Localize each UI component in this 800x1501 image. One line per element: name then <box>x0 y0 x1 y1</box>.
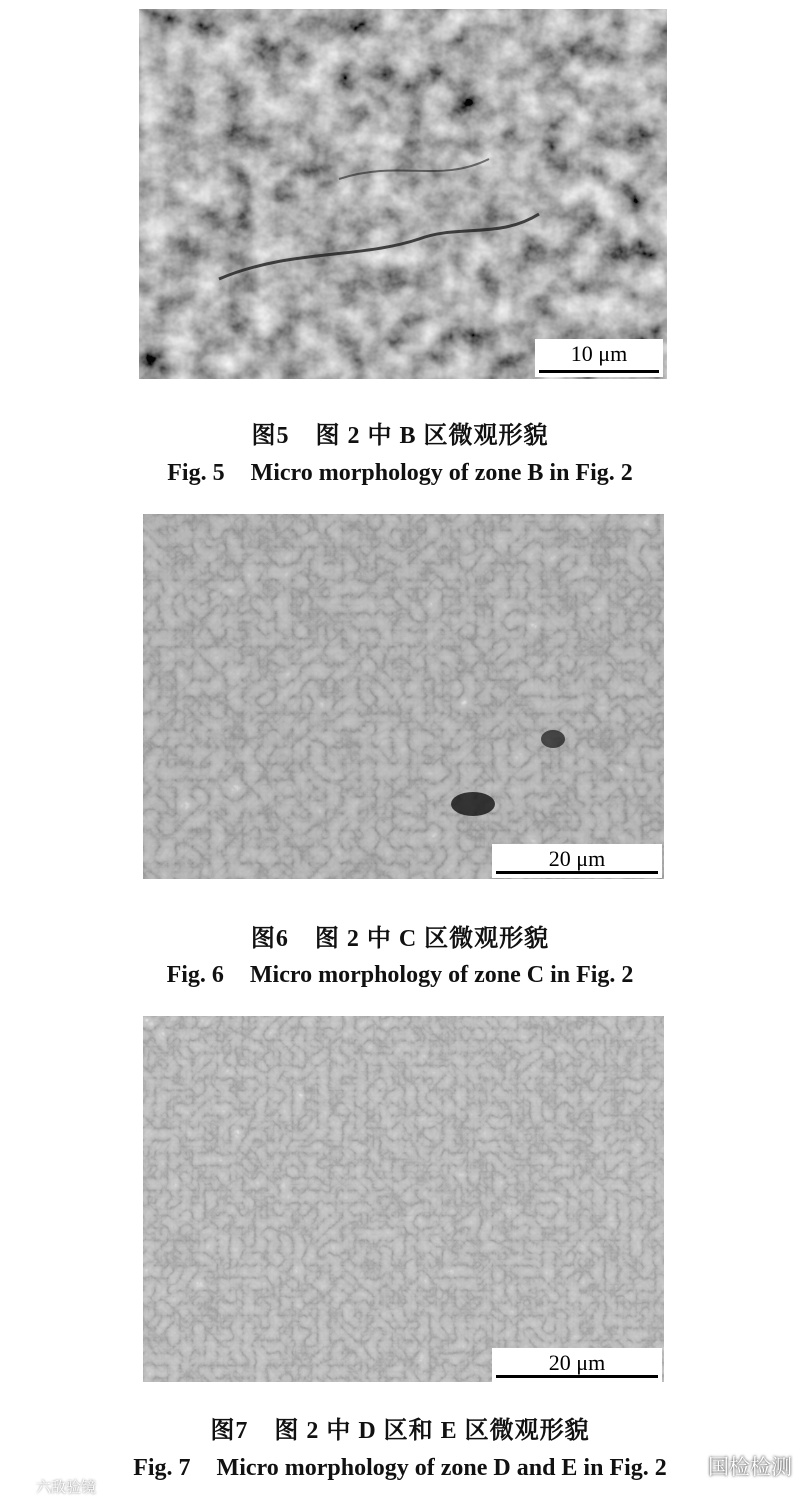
caption-en-number: Fig. 7 <box>133 1455 191 1481</box>
scale-bar-line <box>496 1375 658 1378</box>
caption-en-text: Micro morphology of zone C in Fig. 2 <box>249 962 634 988</box>
caption-cn-number: 图6 <box>250 926 289 952</box>
sem-texture-fig7 <box>143 1016 664 1382</box>
sem-image-fig5 <box>139 9 667 379</box>
watermark-source-text: 六敌验镜 <box>36 1478 97 1496</box>
caption-cn-fig5 <box>0 415 800 450</box>
caption-cn-text: 图 2 中 B 区微观形貌 <box>315 423 549 449</box>
sem-texture-fig5 <box>139 9 667 379</box>
caption-cn-number: 图7 <box>210 1418 249 1444</box>
scale-bar-label: 10 μm <box>570 341 628 366</box>
caption-en-fig6 <box>0 962 800 989</box>
caption-en-text: Micro morphology of zone D and E in Fig. 2 <box>216 1455 667 1481</box>
scale-bar-line <box>496 871 658 874</box>
watermark-text: 国检检测 <box>708 1455 792 1479</box>
caption-en-text: Micro morphology of zone B in Fig. 2 <box>250 460 633 486</box>
scale-bar-fig6 <box>492 844 662 878</box>
caption-cn-number: 图5 <box>251 423 290 449</box>
caption-en-number: Fig. 6 <box>166 962 224 988</box>
scale-bar-line <box>539 370 659 373</box>
caption-cn-fig7 <box>0 1410 800 1445</box>
sem-texture-fig6 <box>143 514 664 879</box>
scale-bar-fig7 <box>492 1348 662 1382</box>
scale-bar-label: 20 μm <box>548 1350 606 1375</box>
caption-cn-text: 图 2 中 C 区微观形貌 <box>314 926 550 952</box>
scale-bar-label: 20 μm <box>548 846 606 871</box>
caption-en-number: Fig. 5 <box>167 460 225 486</box>
sem-image-fig7 <box>143 1016 664 1382</box>
watermark-source <box>4 1476 96 1497</box>
sem-image-fig6 <box>143 514 664 879</box>
caption-en-fig5 <box>0 460 800 487</box>
caption-cn-text: 图 2 中 D 区和 E 区微观形貌 <box>274 1418 590 1444</box>
source-logo-icon <box>4 1479 34 1495</box>
watermark-account <box>676 1451 792 1481</box>
wechat-logo-icon <box>676 1454 706 1478</box>
caption-cn-fig6 <box>0 918 800 953</box>
scale-bar-fig5 <box>535 339 663 377</box>
